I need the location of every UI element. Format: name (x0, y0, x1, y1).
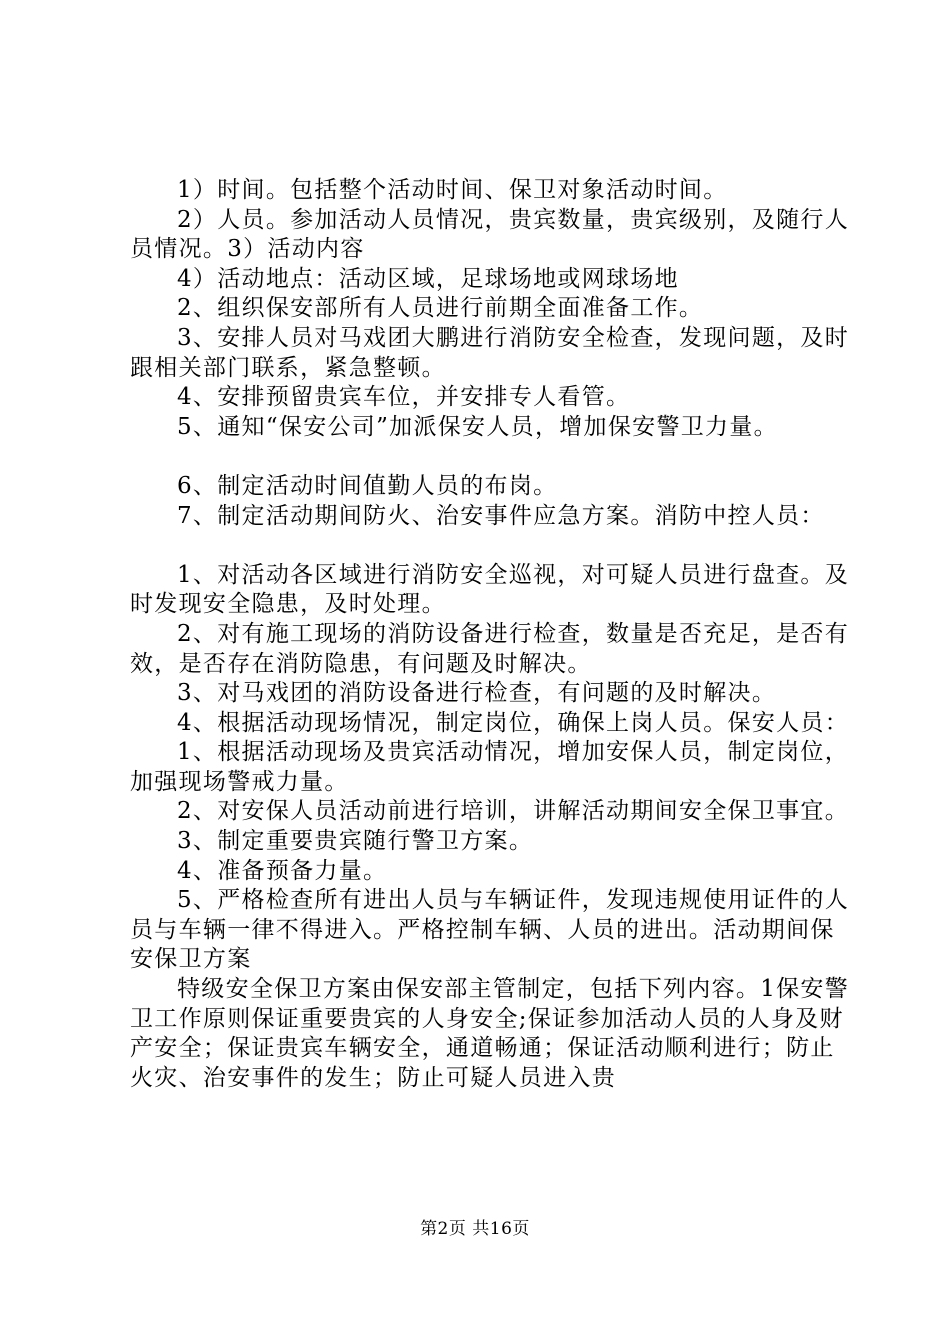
page-footer (0, 1214, 950, 1239)
paragraph-16: 3、制定重要贵宾随行警卫方案。 (177, 828, 534, 855)
paragraph-19: 特级安全保卫方案由保安部主管制定，包括下列内容。1保安警卫工作原则保证重要贵宾的人身安全;保证参加活动人员的人身及财产安全；保证贵宾车辆安全，通道畅通；保证活动顺利进行；防止火灾、治安事件的发生；防止可疑人员进入贵 (130, 976, 850, 1091)
paragraph-9: 7、制定活动期间防火、治安事件应急方案。消防中控人员： (177, 502, 825, 529)
paragraph-17: 4、准备预备力量。 (177, 857, 388, 884)
paragraph-2: 2）人员。参加活动人员情况，贵宾数量，贵宾级别，及随行人员情况。3）活动内容 (130, 206, 850, 263)
paragraph-1: 1）时间。包括整个活动时间、保卫对象活动时间。 (177, 177, 728, 203)
blank-line (130, 442, 858, 472)
paragraph-13: 4、根据活动现场情况，制定岗位，确保上岗人员。保安人员： (177, 709, 850, 736)
blank-line (130, 531, 858, 561)
paragraph-7: 5、通知“保安公司”加派保安人员，增加保安警卫力量。 (177, 413, 778, 440)
paragraph-6: 4、安排预留贵宾车位，并安排专人看管。 (177, 384, 631, 411)
paragraph-10: 1、对活动各区域进行消防安全巡视，对可疑人员进行盘查。及时发现安全隐患，及时处理。 (130, 561, 850, 618)
document-body (130, 176, 858, 1093)
paragraph-15: 2、对安保人员活动前进行培训，讲解活动期间安全保卫事宜。 (177, 798, 850, 825)
page-number-label: 第2页 共16页 (420, 1219, 530, 1239)
paragraph-12: 3、对马戏团的消防设备进行检查，有问题的及时解决。 (177, 680, 777, 707)
paragraph-5: 3、安排人员对马戏团大鹏进行消防安全检查，发现问题，及时跟相关部门联系，紧急整顿。 (130, 324, 850, 381)
paragraph-18: 5、严格检查所有进出人员与车辆证件，发现违规使用证件的人员与车辆一律不得进入。严格控制车辆、人员的进出。活动期间保安保卫方案 (130, 887, 850, 973)
paragraph-11: 2、对有施工现场的消防设备进行检查，数量是否充足，是否有效，是否存在消防隐患，有问题及时解决。 (130, 620, 850, 677)
paragraph-14: 1、根据活动现场及贵宾活动情况，增加安保人员，制定岗位，加强现场警戒力量。 (130, 739, 850, 795)
paragraph-4: 2、组织保安部所有人员进行前期全面准备工作。 (177, 295, 704, 322)
paragraph-8: 6、制定活动时间值勤人员的布岗。 (177, 472, 558, 499)
paragraph-3: 4）活动地点：活动区域，足球场地或网球场地 (177, 265, 679, 292)
